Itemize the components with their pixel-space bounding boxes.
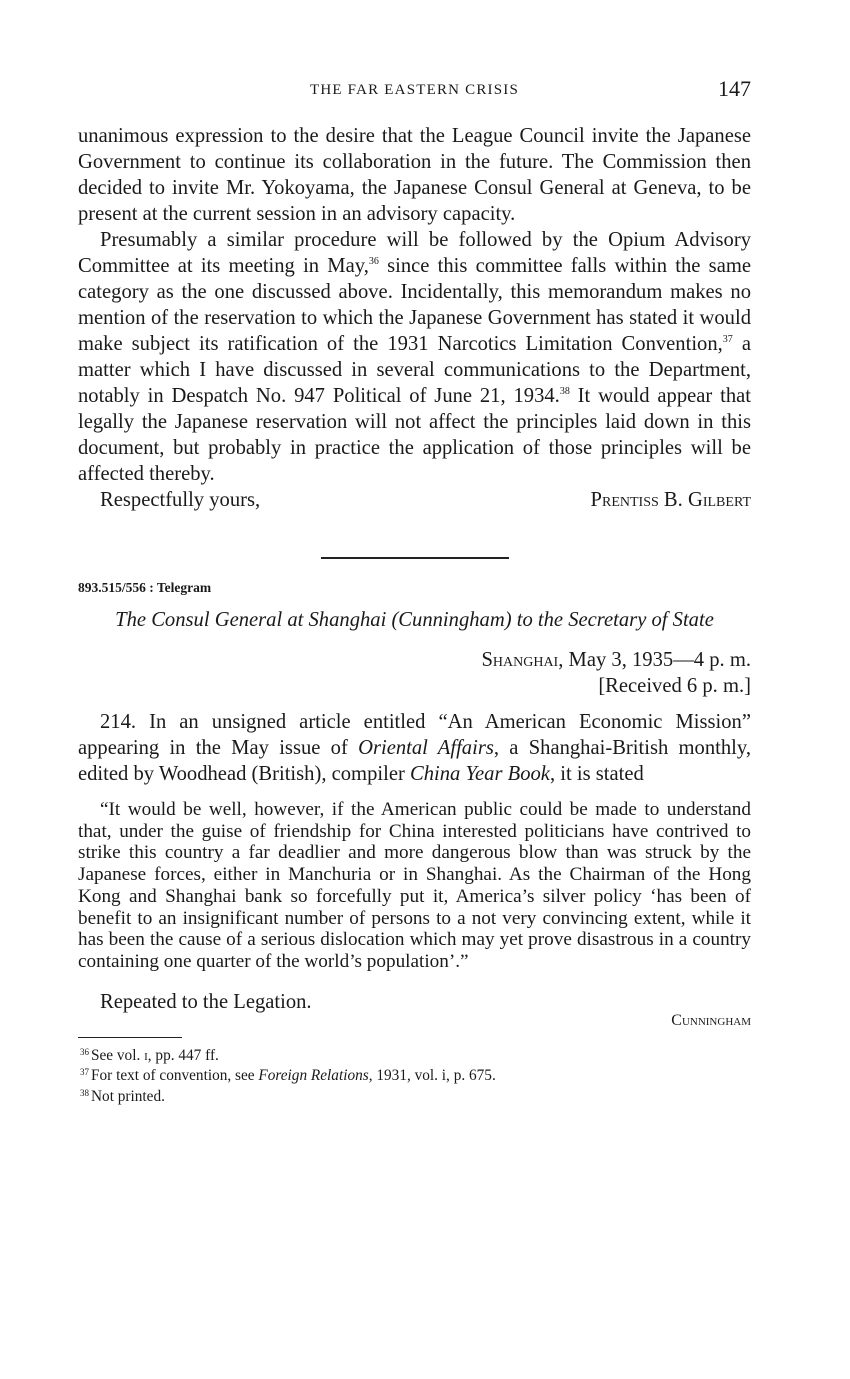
footnote-mark: 38: [80, 1087, 89, 1098]
publication-title: Foreign Relations: [258, 1067, 369, 1085]
footnote-ref-37: 37: [722, 334, 733, 345]
section-divider: [321, 557, 509, 559]
text-run: , it is stated: [549, 763, 644, 785]
publication-title: China Year Book: [409, 763, 550, 785]
footnote-36: [80, 1044, 751, 1065]
body-text: [78, 123, 751, 1105]
signature-gilbert: Prentiss B. Gilbert: [590, 489, 751, 511]
text-run: since this committee falls within the same category as the one discussed above. Incidentally, this memorandum makes no mention of the reservation to which the Japanese Government has stated it would make subject its ratification of the 1931 Narcotics Limitation Convention,: [78, 255, 751, 355]
dateline: [78, 647, 751, 673]
dateline-date: , May 3, 1935—4 p. m.: [558, 649, 751, 671]
footnote-37: [80, 1064, 751, 1085]
text-run: , 1931, vol. i, p. 675.: [368, 1067, 496, 1085]
telegram-paragraph-214: [78, 709, 751, 787]
text-run: It would appear that legally the Japanese reservation will not affect the principles laid down in this document, but probably in practice the application of those principles will be affected thereby.: [78, 385, 751, 485]
block-quote: “It would be well, however, if the American public could be made to understand that, under the guise of friendship for China interested politicians have contrived to strike this country a far deadlier and more dangerous blow than was struck by the Japanese forces, either in Manchuria or in Shanghai. As the Chairman of the Hong Kong and Shanghai bank so forcefully put it, America’s silver policy ‘has been of benefit to an insignificant number of persons to a not very convincing extent, while it has been the cause of a serious dislocation which may yet prove disastrous in a country containing one quarter of the world’s population’.”: [78, 799, 751, 972]
received-note: [Received 6 p. m.]: [598, 675, 751, 697]
publication-title: Oriental Affairs: [358, 737, 494, 759]
file-reference: 893.515/556 : Telegram: [78, 580, 212, 595]
text-run: Not printed.: [91, 1087, 165, 1105]
running-head: THE FAR EASTERN CRISIS: [309, 82, 520, 98]
page-header: [78, 78, 751, 108]
footnote-mark: 37: [80, 1067, 89, 1078]
opium-committee-paragraph: [78, 227, 751, 487]
closing-line: [78, 487, 751, 513]
continuation-paragraph: unanimous expression to the desire that the League Council invite the Japanese Government to continue its collaboration in the future. The Commission then decided to invite Mr. Yokoyama, the Japanese Consul General at Geneva, to be present at the current session in an advisory capacity.: [78, 125, 751, 225]
text-run: See vol.: [91, 1046, 145, 1064]
document-title: The Consul General at Shanghai (Cunningham) to the Secretary of State: [115, 609, 714, 631]
text-run: , pp. 447 ff.: [147, 1046, 219, 1064]
closing-salutation: Respectfully yours,: [100, 489, 261, 511]
text-run: i: [144, 1046, 148, 1064]
text-run: 214. In an unsigned article entitled “An American Economic Mission” appearing in the May issue of: [78, 711, 751, 759]
footnote-ref-36: 36: [368, 256, 379, 267]
text-run: a matter which I have discussed in several communications to the Department, notably in Despatch No. 947 Political of June 21, 1934.: [78, 333, 751, 407]
page-number: 147: [718, 76, 751, 101]
footnote-ref-38: 38: [559, 386, 570, 397]
footnote-mark: 36: [80, 1046, 89, 1057]
text-run: Presumably a similar procedure will be followed by the Opium Advisory Committee at its meeting in May,: [78, 229, 751, 277]
footnote-38: [80, 1085, 751, 1106]
dateline-place: Shanghai: [481, 649, 559, 671]
text-run: , a Shanghai-British monthly, edited by Woodhead (British), compiler: [78, 737, 751, 785]
text-run: For text of convention, see: [91, 1067, 259, 1085]
signature-cunningham: Cunningham: [671, 1011, 751, 1029]
repeated-note: Repeated to the Legation.: [100, 990, 312, 1013]
footnotes: [78, 1044, 751, 1106]
footnote-rule: [78, 1037, 182, 1038]
